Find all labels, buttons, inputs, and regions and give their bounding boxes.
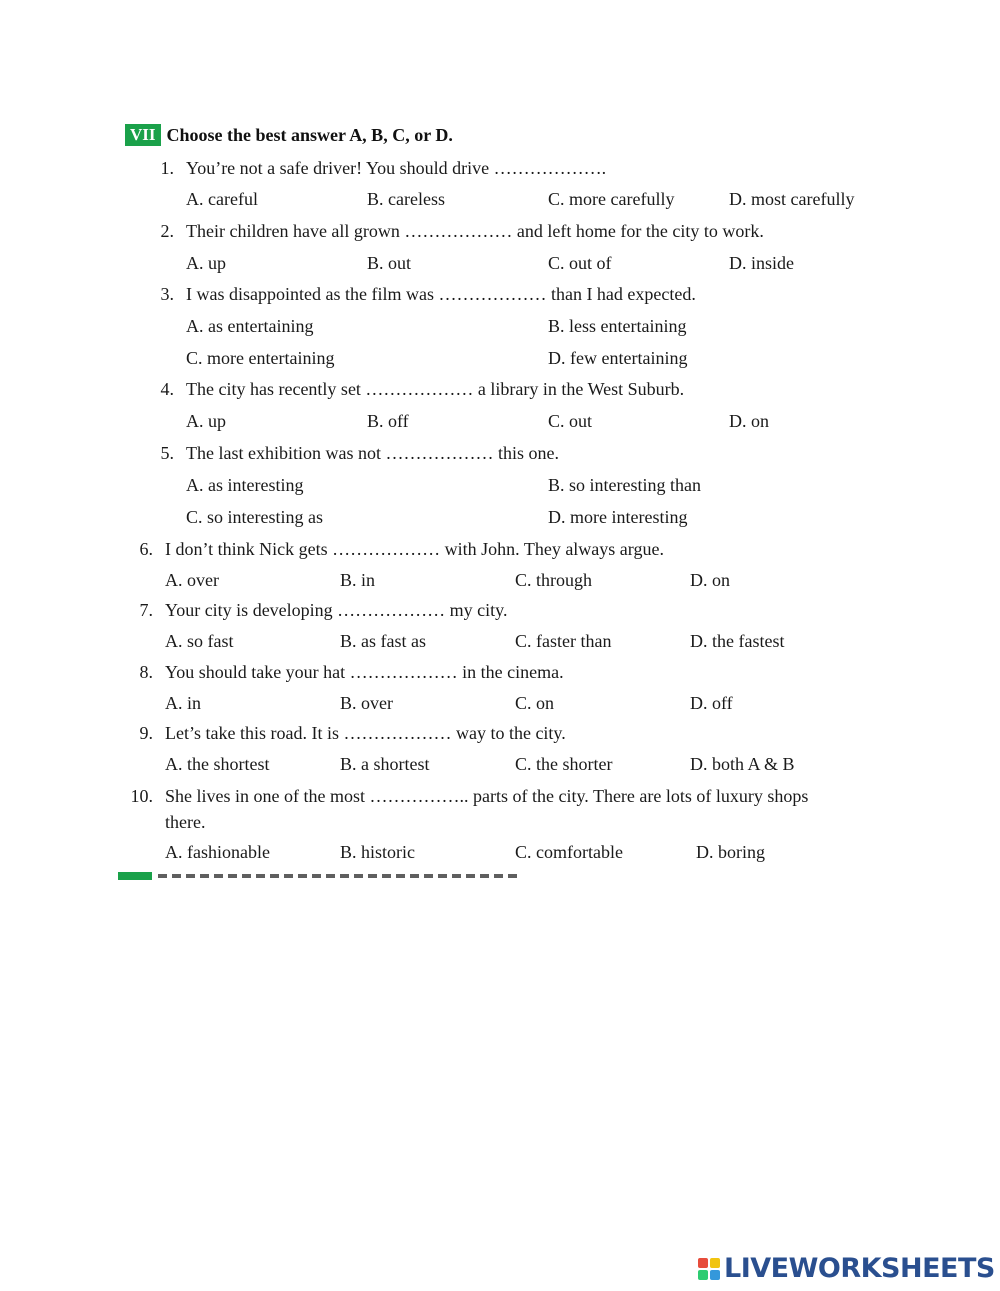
question-text: Let’s take this road. It is ……………… way to the city. [165, 723, 566, 743]
option-c[interactable]: C. more entertaining [186, 348, 335, 368]
section-badge: VII [125, 124, 161, 146]
option-c[interactable]: C. faster than [515, 631, 612, 651]
option-c[interactable]: C. out of [548, 253, 612, 273]
logo-text: LIVEWORKSHEETS [724, 1253, 995, 1284]
option-b[interactable]: B. careless [367, 189, 445, 209]
question-number: 3. [160, 284, 174, 304]
option-a[interactable]: A. as interesting [186, 475, 304, 495]
option-d[interactable]: D. most carefully [729, 189, 855, 209]
logo-icon-square-green [698, 1270, 708, 1280]
question-text: I was disappointed as the film was ……………… than I had expected. [186, 284, 696, 304]
option-b[interactable]: B. in [340, 570, 376, 590]
option-d[interactable]: D. inside [729, 253, 794, 273]
question-text: Their children have all grown ……………… and left home for the city to work. [186, 221, 764, 241]
option-d[interactable]: D. both A & B [690, 754, 795, 774]
option-b[interactable]: B. over [340, 693, 393, 713]
option-a[interactable]: A. careful [186, 189, 258, 209]
option-b[interactable]: B. off [367, 411, 409, 431]
question-number: 9. [139, 723, 153, 743]
question-number: 7. [139, 600, 153, 620]
option-b[interactable]: B. less entertaining [548, 316, 687, 336]
option-d[interactable]: D. off [690, 693, 733, 713]
option-d[interactable]: D. the fastest [690, 631, 785, 651]
option-d[interactable]: D. few entertaining [548, 348, 688, 368]
question-text: She lives in one of the most …………….. parts of the city. There are lots of luxury shops [165, 786, 809, 806]
question-number: 5. [160, 443, 174, 463]
option-a[interactable]: A. the shortest [165, 754, 270, 774]
option-d[interactable]: D. boring [696, 842, 765, 862]
option-c[interactable]: C. on [515, 693, 555, 713]
question-text-continued: there. [165, 812, 206, 832]
option-b[interactable]: B. out [367, 253, 412, 273]
logo-icon [698, 1258, 720, 1280]
question-number: 8. [139, 662, 153, 682]
option-a[interactable]: A. in [165, 693, 201, 713]
question-text: You’re not a safe driver! You should drive ………………. [186, 158, 607, 178]
option-a[interactable]: A. up [186, 411, 226, 431]
question-text: You should take your hat ……………… in the cinema. [165, 662, 564, 682]
logo-icon-square-red [698, 1258, 708, 1268]
option-b[interactable]: B. as fast as [340, 631, 426, 651]
option-c[interactable]: C. so interesting as [186, 507, 323, 527]
option-a[interactable]: A. fashionable [165, 842, 270, 862]
question-number: 1. [160, 158, 174, 178]
question-number: 6. [139, 539, 153, 559]
option-c[interactable]: C. comfortable [515, 842, 623, 862]
option-d[interactable]: D. more interesting [548, 507, 688, 527]
question-text: The last exhibition was not ……………… this one. [186, 443, 559, 463]
option-b[interactable]: B. historic [340, 842, 415, 862]
option-a[interactable]: A. over [165, 570, 219, 590]
cropped-next-section-header [118, 872, 518, 880]
option-a[interactable]: A. so fast [165, 631, 234, 651]
section-title: Choose the best answer A, B, C, or D. [166, 124, 453, 145]
cropped-section-title [158, 874, 518, 878]
option-c[interactable]: C. more carefully [548, 189, 675, 209]
option-c[interactable]: C. the shorter [515, 754, 613, 774]
section-header [125, 124, 453, 146]
liveworksheets-logo [698, 1253, 995, 1284]
option-d[interactable]: D. on [729, 411, 769, 431]
option-a[interactable]: A. up [186, 253, 226, 273]
cropped-section-badge [118, 872, 152, 880]
option-a[interactable]: A. as entertaining [186, 316, 314, 336]
option-b[interactable]: B. so interesting than [548, 475, 701, 495]
question-text: Your city is developing ……………… my city. [165, 600, 508, 620]
question-number: 10. [130, 786, 153, 806]
option-c[interactable]: C. through [515, 570, 593, 590]
option-b[interactable]: B. a shortest [340, 754, 430, 774]
question-text: I don’t think Nick gets ……………… with John. They always argue. [165, 539, 664, 559]
logo-icon-square-yellow [710, 1258, 720, 1268]
question-number: 2. [160, 221, 174, 241]
question-number: 4. [160, 379, 174, 399]
logo-icon-square-blue [710, 1270, 720, 1280]
option-c[interactable]: C. out [548, 411, 593, 431]
question-text: The city has recently set ……………… a library in the West Suburb. [186, 379, 685, 399]
option-d[interactable]: D. on [690, 570, 730, 590]
